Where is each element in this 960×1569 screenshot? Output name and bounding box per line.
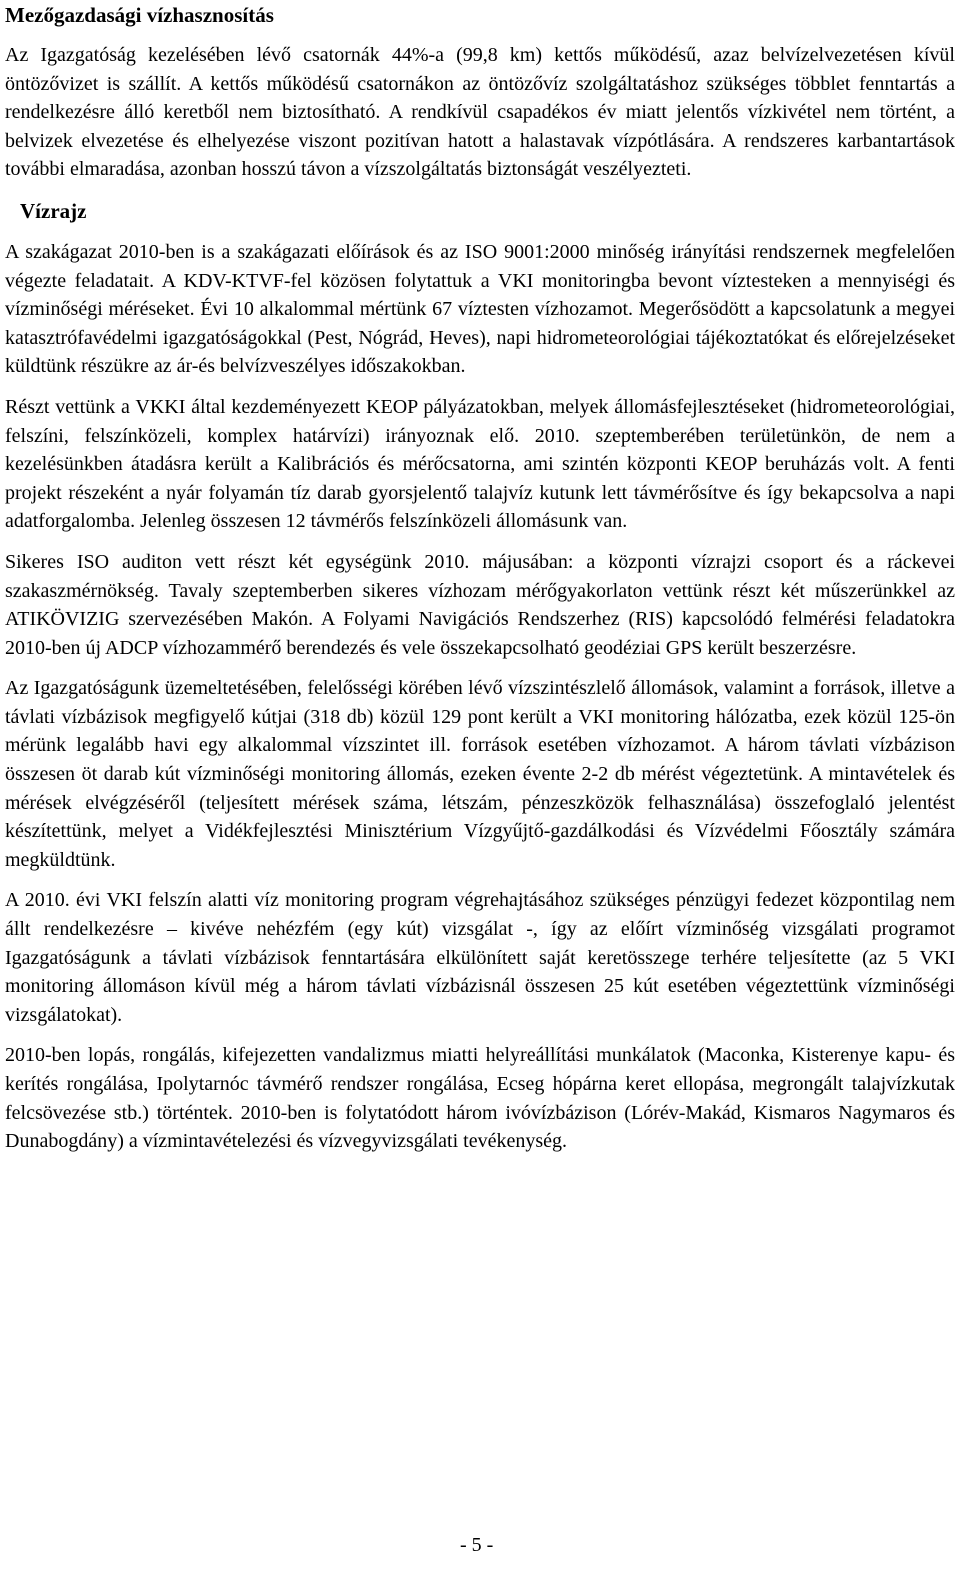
section-title: Mezőgazdasági vízhasznosítás	[5, 3, 274, 27]
paragraph: Sikeres ISO auditon vett részt két egységünk 2010. májusában: a központi vízrajzi csoport és a ráckevei szakaszmérnökség. Tavaly szeptemberben sikeres vízhozam mérőgyakorlaton vettünk részt két műszerünkkel az ATIKÖVIZIG szervezésében Makón. A Folyami Navigációs Rendszerhez (RIS) kapcsolódó felmérési feladatokra 2010-ben új ADCP vízhozammérő berendezés és vele összekapcsolható geodéziai GPS került beszerzésre.	[5, 550, 955, 659]
paragraph: A 2010. évi VKI felszín alatti víz monitoring program végrehajtásához szükséges pénzügyi fedezet központilag nem állt rendelkezésre – kivéve nehézfém (egy kút) vizsgálat -, így az előírt vízminőség vizsgálati programot Igazgatóságunk a távlati vízbázisok fenntartására elkülönített saját keretösszege terhére teljesítette (az 5 VKI monitoring állomáson kívül még a három távlati vízbázisnál összesen 25 kút esetében végeztettünk vízminőségi vizsgálatokat).	[5, 889, 955, 1026]
paragraph: Az Igazgatóság kezelésében lévő csatornák 44%-a (99,8 km) kettős működésű, azaz belvízelvezetésen kívül öntözővizet is szállít. A kettős működésű csatornákon az öntözővíz szolgáltatáshoz szükséges többlet fenntartás a rendelkezésre álló keretből nem biztosítható. A rendkívül csapadékos év miatt jelentős vízkivétel nem történt, a belvizek elvezetése és elhelyezése viszont pozitívan hatott a halastavak vízpótlására. A rendszeres karbantartások további elmaradása, azonban hosszú távon a vízszolgáltatás biztonságát veszélyezteti.	[5, 44, 955, 181]
paragraph: Az Igazgatóságunk üzemeltetésében, felelősségi körében lévő vízszintészlelő állomások, valamint a források, illetve a távlati vízbázisok megfigyelő kútjai (318 db) közül 129 pont került a VKI monitoring hálózatba, ezek közül 125-ön mérünk legalább havi egy alkalommal vízszintet ill. források esetében vízhozamot. A három távlati vízbázison összesen öt darab kút vízminőségi monitoring állomás, ezeken évente 2-2 db mérést végeztetünk. A mintavételek és mérések elvégzéséről (teljesített mérések száma, létszám, pénzeszközök felhasználása) összefoglaló jelentést készítettünk, melyet a Vidékfejlesztési Minisztérium Vízgyűjtő-gazdálkodási és Vízvédelmi Főosztály számára megküldtünk.	[5, 677, 955, 871]
section-mezogazdasagi	[5, 0, 955, 184]
paragraph: Részt vettünk a VKKI által kezdeményezett KEOP pályázatokban, melyek állomásfejlesztéseket (hidrometeorológiai, felszíni, felszínközeli, komplex határvízi) irányoznak elő. 2010. szeptemberében területünkön, de nem a kezelésünkben átadásra került a Kalibrációs és mérőcsatorna, ami szintén központi KEOP beruházás volt. A fenti projekt részeként a nyár folyamán tíz darab gyorsjelentő talajvíz kutunk lett távmérősítve és így bekapcsolva a napi adatforgalomba. Jelenleg összesen 12 távmérős felszínközeli állomásunk van.	[5, 395, 955, 533]
section-vizrajz	[5, 197, 955, 1156]
paragraph: A szakágazat 2010-ben is a szakágazati előírások és az ISO 9001:2000 minőség irányítási rendszernek megfelelően végezte feladatait. A KDV-KTVF-fel közösen folytattuk a VKI monitoringba bevont víztesteken a mennyiségi és vízminőségi méréseket. Évi 10 alkalommal mértünk 67 víztesten vízhozamot. Megerősödött a kapcsolatunk a megyei katasztrófavédelmi igazgatóságokkal (Pest, Nógrád, Heves), napi hidrometeorológiai tájékoztatókat és előrejelzéseket küldtünk részükre az ár-és belvízveszélyes időszakokban.	[5, 240, 955, 378]
section-title: Vízrajz	[20, 198, 87, 223]
document-page	[5, 0, 955, 1168]
page-number: - 5 -	[460, 1534, 494, 1556]
paragraph: 2010-ben lopás, rongálás, kifejezetten vandalizmus miatti helyreállítási munkálatok (Maconka, Kisterenye kapu- és kerítés rongálása, Ipolytarnóc távmérő rendszer rongálása, Ecseg hópárna keret ellopása, megrongált talajvízkutak felcsövezése stb.) történtek. 2010-ben is folytatódott három ivóvízbázison (Lórév-Makád, Kismaros Nagymaros és Dunabogdány) a vízmintavételezési és vízvegyvizsgálati tevékenység.	[5, 1044, 955, 1153]
